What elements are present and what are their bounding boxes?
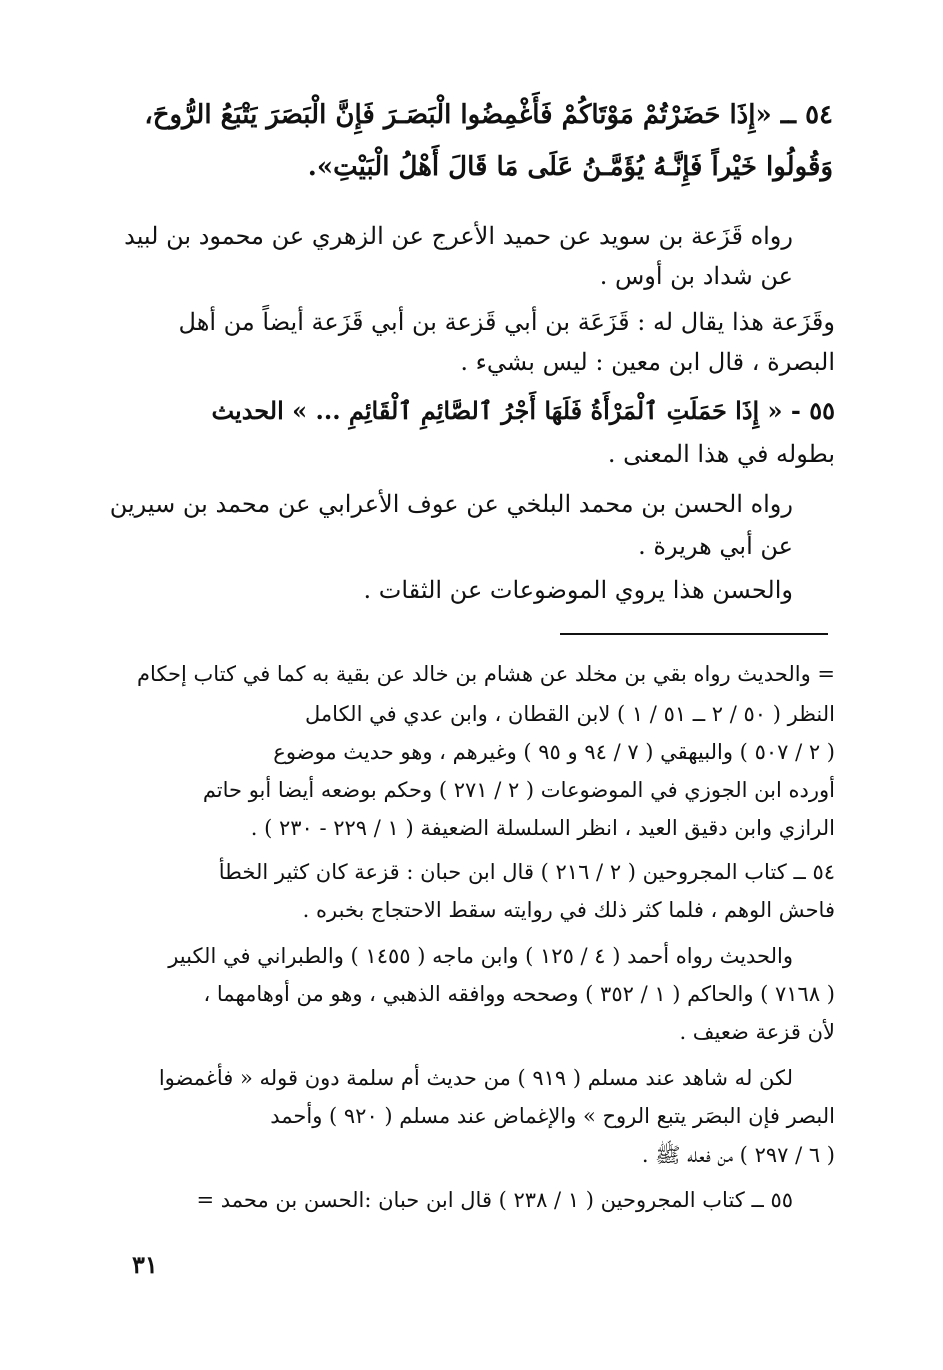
paragraph-1-line-1: رواه قَزَعة بن سويد عن حميد الأعرج عن الزهري عن محمود بن لبيد [124,222,793,250]
footnote-c-line-2: ( ٧١٦٨ ) والحاكم ( ١ / ٣٥٢ ) وصححه ووافقه الذهبي ، وهو من أوهامهما ، [203,982,835,1006]
footnote-d-line-1: لكن له شاهد عند مسلم ( ٩١٩ ) من حديث أم سلمة دون قوله « فأغمضوا [158,1066,793,1090]
paragraph-4-line-1: والحسن هذا يروي الموضوعات عن الثقات . [363,576,793,604]
footnote-a-line-2: النظر ( ٥٠ / ٢ ــ ٥١ / ١ ) لابن القطان ، وابن عدي في الكامل [305,702,835,726]
hadith-54-line-2: وَقُولُوا خَيْراً فَإِنَّـهُ يُؤَمَّـنُ عَلَى مَا قَالَ أَهْلُ الْبَيْتِ». [307,152,833,182]
footnote-55-line-1: ٥٥ ــ كتاب المجروحين ( ١ / ٢٣٨ ) قال ابن حبان :الحسن بن محمد = [196,1188,793,1212]
footnote-c-line-1: والحديث رواه أحمد ( ٤ / ١٢٥ ) وابن ماجه ( ١٤٥٥ ) والطبراني في الكبير [168,944,793,968]
hadith-55-line-2: بطوله في هذا المعنى . [607,440,835,468]
footnote-a-line-3: ( ٢ / ٥٠٧ ) والبيهقي ( ٧ / ٩٤ و ٩٥ ) وغيرهم ، وهو حديث موضوع [273,740,835,764]
footnote-54-line-2: فاحش الوهم ، فلما كثر ذلك في روايته سقط الاحتجاج بخبره . [302,898,835,922]
footnote-c-line-3: لأن قزعة ضعيف . [679,1020,835,1044]
paragraph-2-line-2: البصرة ، قال ابن معين : ليس بشيء . [460,348,835,376]
hadith-55-line-1: ٥٥ - « إِذَا حَمَلَتِ ٱلْمَرْأَةُ فَلَهَا أَجْرُ ٱلصَّائِمِ ٱلْقَائِمِ ... » الحديث [211,396,835,425]
hadith-54-line-1: ٥٤ ــ «إِذَا حَضَرْتُمْ مَوْتَاكُمْ فَأَغْمِضُوا الْبَصَـرَ فَإِنَّ الْبَصَرَ يَتْبَعُ الرُّوحَ، [144,100,833,130]
paragraph-2-line-1: وقَزَعة هذا يقال له : قَزَعَة بن أبي قَزعة بن أبي قَزَعة أيضاً من أهل [178,308,835,336]
footnote-a-line-4: أورده ابن الجوزي في الموضوعات ( ٢ / ٢٧١ ) وحكم بوضعه أيضا أبو حاتم [202,778,835,802]
paragraph-3-line-2: عن أبي هريرة . [638,532,793,560]
footnote-a-line-5: الرازي وابن دقيق العيد ، انظر السلسلة الضعيفة ( ١ / ٢٢٩ - ٢٣٠ ) . [250,816,835,840]
paragraph-3-line-1: رواه الحسن بن محمد البلخي عن عوف الأعرابي عن محمد بن سيرين [109,490,793,518]
footnote-separator [560,633,828,635]
footnote-54-line-1: ٥٤ ــ كتاب المجروحين ( ٢ / ٢١٦ ) قال ابن حبان : قزعة كان كثير الخطأ [218,860,835,884]
page-number: ٣١ [132,1250,158,1279]
paragraph-1-line-2: عن شداد بن أوس . [599,262,793,290]
footnote-a-line-1: = والحديث رواه بقي بن مخلد عن هشام بن خالد عن بقية به كما في كتاب إحكام [137,662,835,686]
footnote-d-line-2: البصر فإن البصَر يتبع الروح » والإغماض عند مسلم ( ٩٢٠ ) وأحمد [270,1104,835,1128]
footnote-d-line-3: ( ٦ / ٢٩٧ ) من فعله ﷺ . [641,1143,835,1167]
